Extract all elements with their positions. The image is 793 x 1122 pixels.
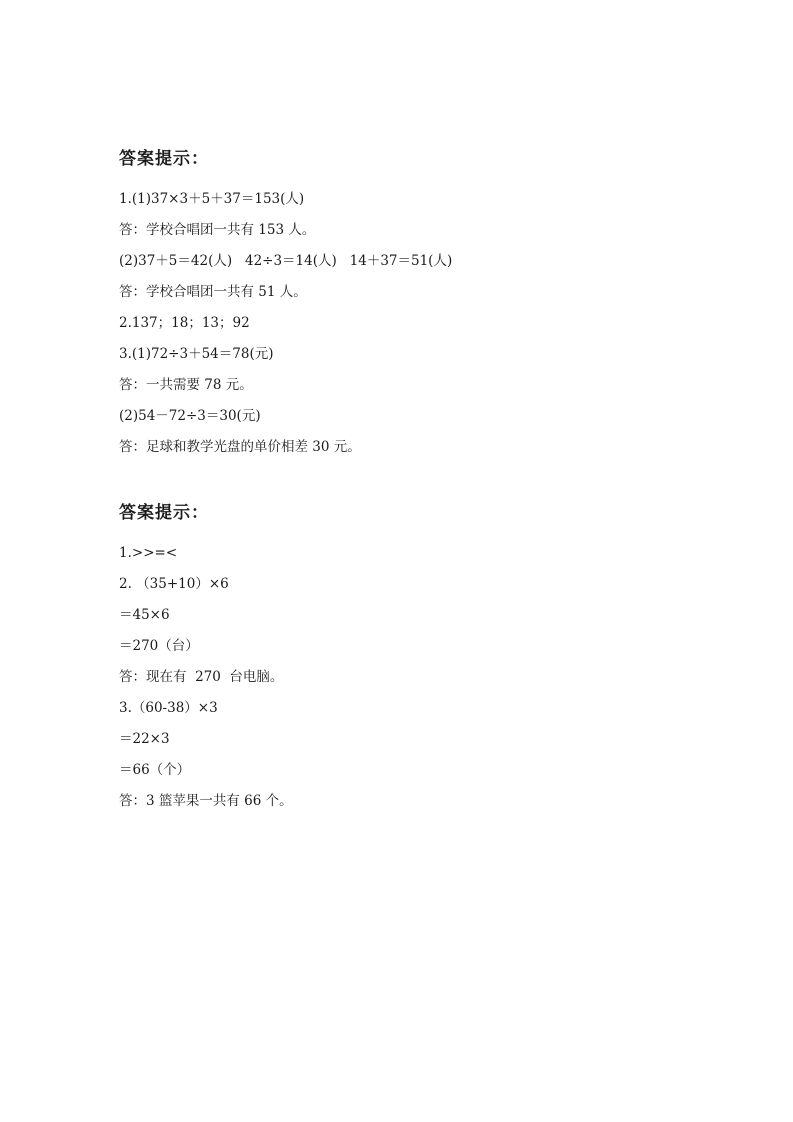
answer-line: ＝22×3	[119, 731, 170, 747]
answer-line: ＝45×6	[119, 607, 170, 623]
answer-line: ＝66（个）	[119, 762, 191, 778]
answer-section-2	[119, 500, 679, 817]
section-heading: 答案提示：	[119, 503, 209, 523]
answer-line: 答：3 篮苹果一共有 66 个。	[119, 793, 293, 809]
answer-line: (2)37＋5＝42(人) 42÷3＝14(人) 14＋37＝51(人)	[119, 253, 453, 269]
answer-line: 答：学校合唱团一共有 51 人。	[119, 284, 307, 300]
answer-line: 2. （35+10）×6	[119, 576, 229, 592]
answer-line: (2)54－72÷3＝30(元)	[119, 408, 261, 424]
answer-line: 2.137；18；13；92	[119, 315, 250, 331]
answer-line: 答：一共需要 78 元。	[119, 377, 253, 393]
answer-line: 答：现在有 270 台电脑。	[119, 669, 284, 685]
answer-line: 1.>>=<	[119, 545, 178, 561]
section-heading: 答案提示：	[119, 149, 209, 169]
answer-line: 1.(1)37×3＋5＋37＝153(人)	[119, 191, 305, 207]
answer-line: 3.（60-38）×3	[119, 700, 218, 716]
answer-section-1	[119, 146, 679, 463]
answer-line: 答：足球和教学光盘的单价相差 30 元。	[119, 439, 361, 455]
answer-line: ＝270（台）	[119, 638, 199, 654]
answer-line: 答：学校合唱团一共有 153 人。	[119, 222, 316, 238]
answer-line: 3.(1)72÷3＋54＝78(元)	[119, 346, 274, 362]
